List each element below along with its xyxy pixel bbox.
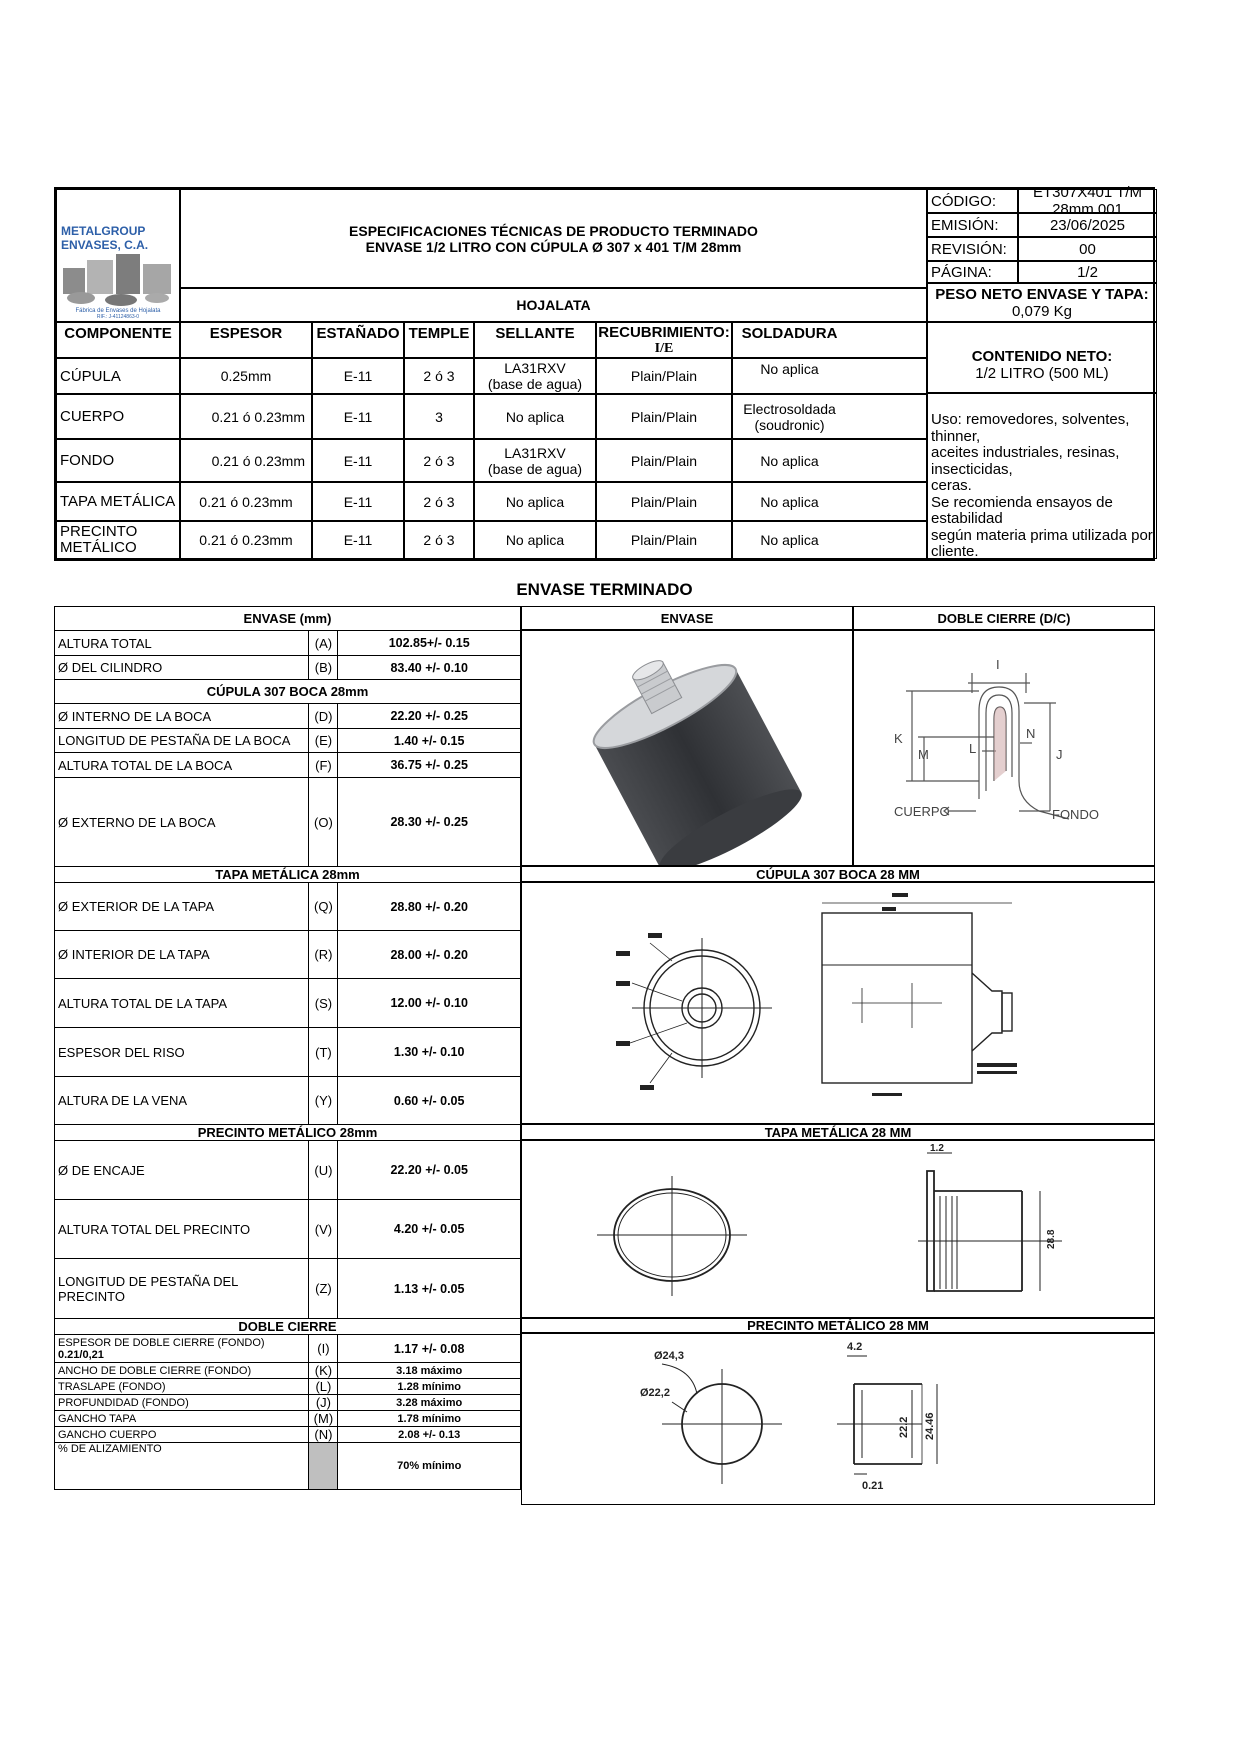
dim-label: ALTURA TOTAL bbox=[55, 631, 309, 656]
row-soldadura: No aplica bbox=[732, 521, 927, 559]
dc-label-cuerpo: CUERPO bbox=[894, 804, 950, 819]
cupula-drawing-header: CÚPULA 307 BOCA 28 MM bbox=[521, 866, 1155, 882]
dim-label: ALTURA TOTAL DEL PRECINTO bbox=[55, 1200, 309, 1259]
dim-label: Ø EXTERIOR DE LA TAPA bbox=[55, 883, 309, 931]
dim-label: ALTURA TOTAL DE LA TAPA bbox=[55, 979, 309, 1028]
dim-value: 102.85+/- 0.15 bbox=[338, 631, 521, 656]
envase-header: ENVASE (mm) bbox=[55, 607, 521, 631]
dc-label-n: N bbox=[1026, 726, 1036, 741]
dim-label: LONGITUD DE PESTAÑA DE LA BOCA bbox=[55, 729, 309, 753]
dim-value: 83.40 +/- 0.10 bbox=[338, 656, 521, 680]
row-soldadura: No aplica bbox=[732, 482, 927, 521]
row-espesor: 0.25mm bbox=[180, 358, 312, 394]
tapa-drawing bbox=[521, 1140, 1155, 1318]
row-soldadura bbox=[732, 394, 927, 439]
dim-label: ALTURA TOTAL DE LA BOCA bbox=[55, 753, 309, 778]
dim-label: Ø DE ENCAJE bbox=[55, 1141, 309, 1200]
dim-value: 2.08 +/- 0.13 bbox=[338, 1427, 521, 1443]
row-componente bbox=[56, 521, 180, 559]
dim-label: LONGITUD DE PESTAÑA DEL PRECINTO bbox=[55, 1259, 309, 1319]
cap-drawing-icon bbox=[522, 1141, 1154, 1317]
uso-notes bbox=[927, 393, 1157, 559]
row-sellante: No aplica bbox=[474, 521, 596, 559]
cans-logo-icon bbox=[61, 252, 175, 308]
col-sellante: SELLANTE bbox=[474, 322, 596, 358]
row-espesor: 0.21 ó 0.23mm bbox=[180, 439, 312, 482]
dim-value: 1.40 +/- 0.15 bbox=[338, 729, 521, 753]
document-title bbox=[180, 189, 927, 288]
dc-label-fondo: FONDO bbox=[1052, 807, 1099, 822]
dim-key: (L) bbox=[309, 1379, 338, 1395]
dc-label-i: I bbox=[996, 657, 1000, 672]
dim-key: (I) bbox=[309, 1335, 338, 1363]
sellante-line: LA31RXV bbox=[504, 360, 566, 376]
dim-value: 12.00 +/- 0.10 bbox=[338, 979, 521, 1028]
row-temple: 2 ó 3 bbox=[404, 482, 474, 521]
company-name-2: ENVASES, C.A. bbox=[61, 238, 149, 252]
col-temple: TEMPLE bbox=[404, 322, 474, 358]
section-title: ENVASE TERMINADO bbox=[516, 580, 693, 599]
dim-label: GANCHO CUERPO bbox=[55, 1427, 309, 1443]
row-componente: FONDO bbox=[56, 439, 180, 482]
seal-drawing-icon bbox=[522, 1334, 1154, 1504]
sellante-line: (base de agua) bbox=[487, 460, 583, 477]
dim-value: 1.28 mínimo bbox=[338, 1379, 521, 1395]
uso-line: ceras. bbox=[931, 477, 972, 494]
dim-label: ANCHO DE DOBLE CIERRE (FONDO) bbox=[55, 1363, 309, 1379]
dim-key: (T) bbox=[309, 1028, 338, 1077]
row-temple: 2 ó 3 bbox=[404, 521, 474, 559]
dim-key: (U) bbox=[309, 1141, 338, 1200]
col-recubrimiento-sub: I/E bbox=[654, 341, 674, 356]
envase-photo bbox=[521, 630, 853, 866]
row-temple: 2 ó 3 bbox=[404, 358, 474, 394]
dim-value: 28.00 +/- 0.20 bbox=[338, 931, 521, 979]
dim-label: GANCHO TAPA bbox=[55, 1411, 309, 1427]
dim-label: PROFUNDIDAD (FONDO) bbox=[55, 1395, 309, 1411]
row-componente: CUERPO bbox=[56, 394, 180, 439]
dim-value: 28.30 +/- 0.25 bbox=[338, 778, 521, 867]
prec-dim-d1: Ø24,3 bbox=[654, 1350, 684, 1362]
company-rif: RIF.: J-41124863-0 bbox=[96, 314, 140, 320]
contenido-value: 1/2 LITRO (500 ML) bbox=[975, 364, 1109, 382]
dim-label: Ø EXTERNO DE LA BOCA bbox=[55, 778, 309, 867]
row-temple: 3 bbox=[404, 394, 474, 439]
precinto-drawing-header: PRECINTO METÁLICO 28 MM bbox=[521, 1318, 1155, 1333]
contenido-label: CONTENIDO NETO: bbox=[971, 347, 1113, 365]
dc-label-l: L bbox=[969, 741, 977, 756]
company-name: METALGROUP bbox=[61, 224, 146, 238]
row-soldadura: No aplica bbox=[732, 358, 927, 394]
components-table bbox=[56, 322, 927, 559]
dim-label: ALTURA DE LA VENA bbox=[55, 1077, 309, 1125]
finished-container-section bbox=[54, 606, 1155, 1505]
tapa-header: TAPA METÁLICA 28mm bbox=[55, 867, 521, 883]
dim-label-line: ESPESOR DE DOBLE CIERRE (FONDO) bbox=[58, 1336, 265, 1349]
dim-value: 70% mínimo bbox=[338, 1443, 521, 1490]
dim-value: 1.13 +/- 0.05 bbox=[338, 1259, 521, 1319]
uso-line: según materia prima utilizada por cliente. bbox=[931, 526, 1153, 560]
dim-value: 3.28 máximo bbox=[338, 1395, 521, 1411]
row-recubrimiento: Plain/Plain bbox=[596, 439, 732, 482]
dim-key: (E) bbox=[309, 729, 338, 753]
peso-label: PESO NETO ENVASE Y TAPA: bbox=[935, 285, 1149, 303]
prec-dim-w: 4.2 bbox=[847, 1341, 863, 1353]
row-recubrimiento: Plain/Plain bbox=[596, 358, 732, 394]
row-recubrimiento: Plain/Plain bbox=[596, 482, 732, 521]
envase-drawing-header: ENVASE bbox=[521, 606, 853, 630]
dim-key: (J) bbox=[309, 1395, 338, 1411]
col-componente: COMPONENTE bbox=[56, 322, 180, 358]
dim-value: 1.17 +/- 0.08 bbox=[338, 1335, 521, 1363]
dim-value: 0.60 +/- 0.05 bbox=[338, 1077, 521, 1125]
dim-key: (Z) bbox=[309, 1259, 338, 1319]
dim-value: 36.75 +/- 0.25 bbox=[338, 753, 521, 778]
meta-label-revision: REVISIÓN: bbox=[927, 237, 1018, 261]
dim-value: 1.78 mínimo bbox=[338, 1411, 521, 1427]
dim-label bbox=[55, 1335, 309, 1363]
dim-key: (O) bbox=[309, 778, 338, 867]
soldadura-line: (soudronic) bbox=[754, 416, 825, 433]
dome-drawing-icon bbox=[522, 883, 1154, 1123]
row-sellante: No aplica bbox=[474, 482, 596, 521]
dim-value: 1.30 +/- 0.10 bbox=[338, 1028, 521, 1077]
row-componente: CÚPULA bbox=[56, 358, 180, 394]
meta-value-pagina: 1/2 bbox=[1018, 261, 1157, 283]
uso-line: Se recomienda ensayos de estabilidad bbox=[931, 493, 1113, 527]
dim-key-empty bbox=[309, 1443, 338, 1490]
dc-label-j: J bbox=[1056, 747, 1063, 762]
tapa-dim-width: 1.2 bbox=[930, 1143, 944, 1154]
dim-key: (S) bbox=[309, 979, 338, 1028]
dim-value: 28.80 +/- 0.20 bbox=[338, 883, 521, 931]
row-sellante bbox=[474, 358, 596, 394]
meta-label-codigo: CÓDIGO: bbox=[927, 189, 1018, 213]
row-soldadura: No aplica bbox=[732, 439, 927, 482]
row-espesor: 0.21 ó 0.23mm bbox=[180, 394, 312, 439]
prec-dim-h2: 24.46 bbox=[924, 1412, 936, 1440]
dim-label: % DE ALIZAMIENTO bbox=[55, 1443, 309, 1490]
dim-label-line: 0.21/0,21 bbox=[58, 1348, 104, 1361]
row-temple: 2 ó 3 bbox=[404, 439, 474, 482]
dim-key: (A) bbox=[309, 631, 338, 656]
row-recubrimiento: Plain/Plain bbox=[596, 521, 732, 559]
row-espesor: 0.21 ó 0.23mm bbox=[180, 482, 312, 521]
sellante-line: LA31RXV bbox=[504, 444, 566, 461]
doble-header: DOBLE CIERRE bbox=[55, 1319, 521, 1335]
row-estanado: E-11 bbox=[312, 394, 404, 439]
title-line-1: ESPECIFICACIONES TÉCNICAS DE PRODUCTO TERMINADO bbox=[349, 222, 758, 239]
dim-key: (F) bbox=[309, 753, 338, 778]
dim-value: 22.20 +/- 0.05 bbox=[338, 1141, 521, 1200]
dc-label-k: K bbox=[894, 731, 903, 746]
meta-value-revision: 00 bbox=[1018, 237, 1157, 261]
col-espesor: ESPESOR bbox=[180, 322, 312, 358]
row-componente: TAPA METÁLICA bbox=[56, 482, 180, 521]
doble-cierre-drawing bbox=[853, 630, 1155, 866]
col-soldadura: SOLDADURA bbox=[732, 322, 927, 358]
col-estanado: ESTAÑADO bbox=[312, 322, 404, 358]
prec-dim-t: 0.21 bbox=[862, 1480, 884, 1492]
row-estanado: E-11 bbox=[312, 521, 404, 559]
row-estanado: E-11 bbox=[312, 482, 404, 521]
dimensions-table bbox=[54, 606, 521, 1490]
row-estanado: E-11 bbox=[312, 439, 404, 482]
row-sellante bbox=[474, 439, 596, 482]
dim-key: (R) bbox=[309, 931, 338, 979]
row-estanado: E-11 bbox=[312, 358, 404, 394]
title-line-2: ENVASE 1/2 LITRO CON CÚPULA Ø 307 x 401 T/M 28mm bbox=[365, 238, 742, 255]
prec-dim-d2: Ø22,2 bbox=[640, 1387, 670, 1399]
col-recubrimiento-label: RECUBRIMIENTO: bbox=[598, 324, 730, 341]
dim-label: Ø DEL CILINDRO bbox=[55, 656, 309, 680]
row-recubrimiento: Plain/Plain bbox=[596, 394, 732, 439]
dim-key: (B) bbox=[309, 656, 338, 680]
precinto-drawing bbox=[521, 1333, 1155, 1505]
dim-label: TRASLAPE (FONDO) bbox=[55, 1379, 309, 1395]
dim-value: 3.18 máximo bbox=[338, 1363, 521, 1379]
row-espesor: 0.21 ó 0.23mm bbox=[180, 521, 312, 559]
sellante-line: (base de agua) bbox=[487, 376, 583, 392]
dim-key: (Y) bbox=[309, 1077, 338, 1125]
componente-line: METÁLICO bbox=[60, 539, 137, 556]
dim-key: (D) bbox=[309, 704, 338, 729]
dim-value: 4.20 +/- 0.05 bbox=[338, 1200, 521, 1259]
doble-cierre-drawing-header: DOBLE CIERRE (D/C) bbox=[853, 606, 1155, 630]
soldadura-line: Electrosoldada bbox=[743, 400, 836, 417]
dim-key: (Q) bbox=[309, 883, 338, 931]
peso-value: 0,079 Kg bbox=[1011, 302, 1073, 320]
cupula-header: CÚPULA 307 BOCA 28mm bbox=[55, 680, 521, 704]
meta-value-emision: 23/06/2025 bbox=[1018, 213, 1157, 237]
meta-value-codigo: ET307X401 T/M 28mm 001 bbox=[1018, 189, 1157, 213]
dc-label-m: M bbox=[918, 747, 929, 762]
dim-label: Ø INTERNO DE LA BOCA bbox=[55, 704, 309, 729]
precinto-header: PRECINTO METÁLICO 28mm bbox=[55, 1125, 521, 1141]
peso-neto bbox=[927, 283, 1157, 322]
dim-key: (N) bbox=[309, 1427, 338, 1443]
double-seam-icon bbox=[854, 631, 1154, 865]
cupula-drawing bbox=[521, 882, 1155, 1124]
componente-line: PRECINTO bbox=[60, 523, 138, 540]
row-sellante: No aplica bbox=[474, 394, 596, 439]
can-photo-icon bbox=[522, 631, 852, 865]
dim-key: (M) bbox=[309, 1411, 338, 1427]
spec-header bbox=[54, 184, 1155, 561]
dim-label: Ø INTERIOR DE LA TAPA bbox=[55, 931, 309, 979]
tapa-dim-height: 28.8 bbox=[1046, 1229, 1057, 1249]
uso-line: aceites industriales, resinas, insecticidas, bbox=[931, 444, 1120, 478]
uso-line: Uso: removedores, solventes, thinner, bbox=[931, 411, 1130, 445]
company-logo bbox=[56, 189, 180, 322]
dim-key: (V) bbox=[309, 1200, 338, 1259]
meta-label-pagina: PÁGINA: bbox=[927, 261, 1018, 283]
prec-dim-h1: 22.2 bbox=[898, 1416, 910, 1438]
meta-label-emision: EMISIÓN: bbox=[927, 213, 1018, 237]
dim-value: 22.20 +/- 0.25 bbox=[338, 704, 521, 729]
col-recubrimiento bbox=[596, 322, 732, 358]
company-tagline: Fábrica de Envases de Hojalata bbox=[75, 308, 161, 314]
material-label: HOJALATA bbox=[180, 288, 927, 322]
dim-label: ESPESOR DEL RISO bbox=[55, 1028, 309, 1077]
dim-key: (K) bbox=[309, 1363, 338, 1379]
tapa-drawing-header: TAPA METÁLICA 28 MM bbox=[521, 1124, 1155, 1140]
contenido-neto bbox=[927, 322, 1157, 393]
